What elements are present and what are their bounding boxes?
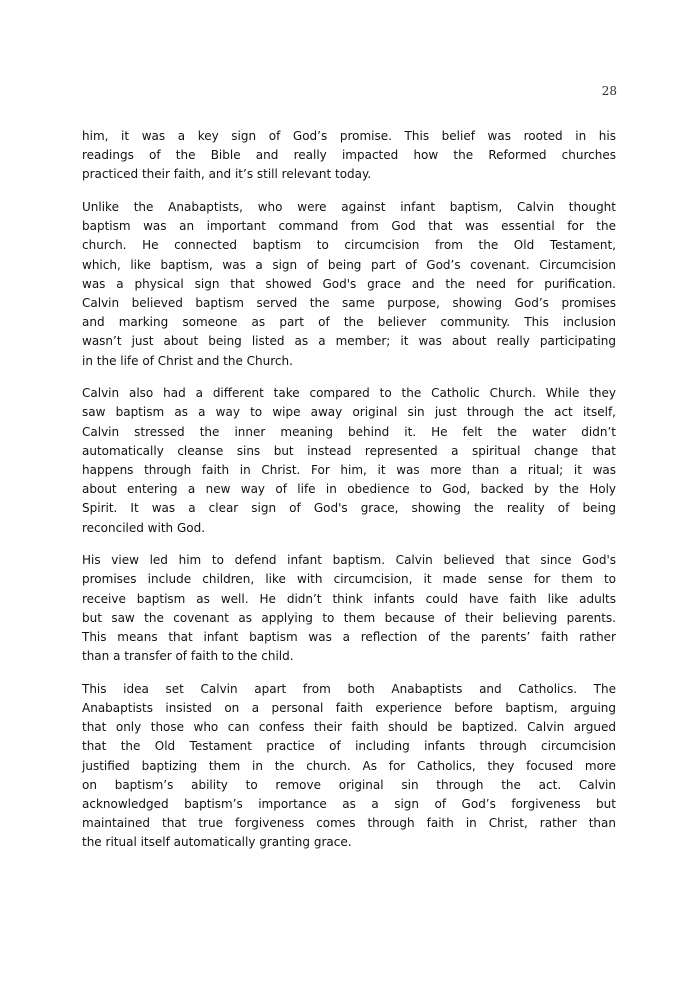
- text-line: automatically cleanse sins but instead represented a spiritual change that: [82, 443, 616, 458]
- text-line: which, like baptism, was a sign of being part of God’s covenant. Circumcision: [82, 257, 616, 272]
- text-line: but saw the covenant as applying to them because of their believing parents.: [82, 610, 616, 625]
- text-line: Calvin also had a different take compared to the Catholic Church. While they: [82, 386, 616, 401]
- text-line: about entering a new way of life in obedience to God, backed by the Holy: [82, 482, 616, 497]
- text-line: Spirit. It was a clear sign of God's grace, showing the reality of being: [82, 501, 616, 516]
- text-line: church. He connected baptism to circumcision from the Old Testament,: [82, 238, 616, 253]
- paragraph: [82, 384, 616, 538]
- text-line: promises include children, like with circumcision, it made sense for them to: [82, 572, 616, 587]
- text-line: in the life of Christ and the Church.: [82, 353, 293, 368]
- text-line: Calvin stressed the inner meaning behind it. He felt the water didn’t: [82, 424, 616, 439]
- text-line: Calvin believed baptism served the same purpose, showing God’s promises: [82, 296, 616, 310]
- paragraph: [82, 680, 616, 853]
- text-line: justified baptizing them in the church. As for Catholics, they focused more: [82, 758, 616, 773]
- text-line: Unlike the Anabaptists, who were against infant baptism, Calvin thought: [82, 200, 616, 215]
- text-line: receive baptism as well. He didn’t think infants could have faith like adults: [82, 591, 616, 606]
- text-line: Anabaptists insisted on a personal faith experience before baptism, arguing: [82, 701, 616, 716]
- text-line: This idea set Calvin apart from both Anabaptists and Catholics. The: [82, 681, 616, 696]
- paragraph: [82, 127, 616, 185]
- text-line: maintained that true forgiveness comes through faith in Christ, rather than: [82, 816, 616, 831]
- text-line: practiced their faith, and it’s still relevant today.: [82, 167, 372, 182]
- text-line: that only those who can confess their faith should be baptized. Calvin argued: [82, 720, 616, 735]
- paragraph: [82, 551, 616, 666]
- text-line: and marking someone as part of the believer community. This inclusion: [82, 315, 616, 330]
- text-line: saw baptism as a way to wipe away original sin just through the act itself,: [82, 405, 616, 420]
- text-line: than a transfer of faith to the child.: [82, 649, 294, 664]
- text-line: baptism was an important command from God that was essential for the: [82, 219, 616, 234]
- text-line: the ritual itself automatically granting grace.: [82, 835, 352, 850]
- text-line: acknowledged baptism’s importance as a sign of God’s forgiveness but: [82, 797, 616, 811]
- text-line: on baptism’s ability to remove original sin through the act. Calvin: [82, 777, 616, 792]
- text-line: was a physical sign that showed God's grace and the need for purification.: [82, 276, 616, 291]
- text-line: This means that infant baptism was a reflection of the parents’ faith rather: [82, 630, 616, 644]
- body-text: [82, 127, 616, 866]
- text-line: reconciled with God.: [82, 520, 206, 535]
- text-line: His view led him to defend infant baptism. Calvin believed that since God's: [82, 553, 616, 568]
- paragraph: [82, 198, 616, 371]
- text-line: him, it was a key sign of God’s promise. This belief was rooted in his: [82, 129, 616, 143]
- text-line: wasn’t just about being listed as a member; it was about really participating: [82, 334, 616, 349]
- page-number: 28: [601, 84, 617, 98]
- text-line: happens through faith in Christ. For him, it was more than a ritual; it was: [82, 463, 616, 477]
- text-line: that the Old Testament practice of including infants through circumcision: [82, 739, 616, 754]
- text-line: readings of the Bible and really impacted how the Reformed churches: [82, 148, 616, 163]
